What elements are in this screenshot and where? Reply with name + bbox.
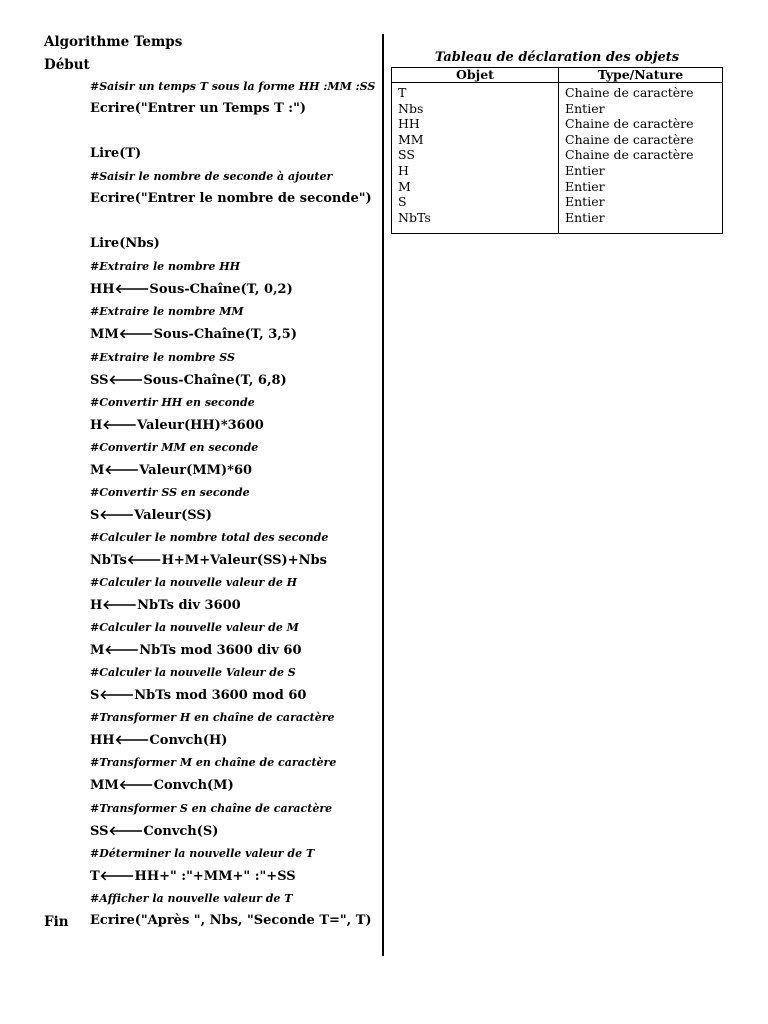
step-comment: #Afficher la nouvelle valeur de T (90, 891, 293, 905)
algorithm-step (90, 666, 382, 711)
step-comment: #Calculer la nouvelle valeur de H (90, 576, 298, 590)
step-instruction: Ecrire("Entrer le nombre de seconde") (90, 191, 372, 207)
algorithm-step (90, 396, 382, 441)
algorithm-step (90, 531, 382, 576)
step-instruction: M🡐Valeur(MM)*60 (90, 462, 253, 478)
algorithm-step (90, 576, 382, 621)
header-objet: Objet (392, 68, 559, 83)
algorithm-step (90, 802, 382, 847)
object-type-cell: Entier (559, 194, 723, 210)
step-comment: #Extraire le nombre HH (90, 260, 241, 274)
step-instruction: HH🡐Sous-Chaîne(T, 0,2) (90, 282, 293, 298)
step-comment: #Convertir HH en seconde (90, 395, 255, 409)
table-row (392, 194, 723, 210)
step-instruction: T🡐HH+" :"+MM+" :"+SS (90, 868, 296, 884)
step-instruction: HH🡐Convch(H) (90, 733, 228, 749)
algorithm-step (90, 756, 382, 801)
object-type-cell: Chaine de caractère (559, 132, 723, 148)
object-type-cell: Entier (559, 163, 723, 179)
object-name-cell: SS (392, 147, 559, 163)
object-name-cell: S (392, 194, 559, 210)
step-instruction: S🡐NbTs mod 3600 mod 60 (90, 688, 307, 704)
step-instruction: MM🡐Sous-Chaîne(T, 3,5) (90, 327, 297, 343)
step-comment: #Déterminer la nouvelle valeur de T (90, 846, 315, 860)
table-row (392, 101, 723, 117)
algorithm-step (90, 621, 382, 666)
algorithm-step (90, 80, 382, 125)
step-comment: #Extraire le nombre SS (90, 350, 235, 364)
object-type-cell: Entier (559, 210, 723, 226)
step-comment: #Transformer M en chaîne de caractère (90, 756, 337, 770)
object-name-cell: Nbs (392, 101, 559, 117)
algorithm-title: Algorithme Temps (44, 34, 183, 50)
table-row (392, 210, 723, 226)
step-instruction: NbTs🡐H+M+Valeur(SS)+Nbs (90, 552, 327, 568)
table-caption: Tableau de déclaration des objets (434, 50, 680, 65)
algorithm-step (90, 711, 382, 756)
objects-table (391, 67, 723, 234)
step-instruction: SS🡐Sous-Chaîne(T, 6,8) (90, 372, 287, 388)
step-instruction: S🡐Valeur(SS) (90, 507, 212, 523)
algorithm-step (90, 441, 382, 486)
table-row (392, 83, 723, 101)
step-comment: #Transformer S en chaîne de caractère (90, 801, 333, 815)
object-type-cell: Chaine de caractère (559, 83, 723, 101)
algorithm-step (90, 215, 382, 260)
end-keyword: Fin (44, 914, 69, 930)
step-comment: #Saisir le nombre de seconde à ajouter (90, 170, 333, 184)
step-comment: #Extraire le nombre MM (90, 305, 244, 319)
step-comment: #Calculer la nouvelle Valeur de S (90, 666, 296, 680)
algorithm-step (90, 892, 382, 937)
object-name-cell: NbTs (392, 210, 559, 226)
algorithm-step (90, 847, 382, 892)
step-instruction: Ecrire("Entrer un Temps T :") (90, 101, 307, 116)
algorithm-step (90, 351, 382, 396)
object-name-cell: M (392, 179, 559, 195)
step-instruction: MM🡐Convch(M) (90, 778, 234, 794)
step-instruction: Ecrire("Après ", Nbs, "Seconde T=", T) (90, 912, 372, 928)
algorithm-step (90, 170, 382, 215)
step-comment: #Convertir MM en seconde (90, 440, 259, 454)
table-row (392, 179, 723, 195)
header-type-nature: Type/Nature (559, 68, 723, 83)
step-comment: #Convertir SS en seconde (90, 485, 250, 499)
object-type-cell: Entier (559, 179, 723, 195)
table-bottom-row (392, 225, 723, 234)
step-instruction: Lire(Nbs) (90, 236, 160, 252)
algorithm-step (90, 305, 382, 350)
step-comment: #Saisir un temps T sous la forme HH :MM :SS (90, 80, 376, 93)
column-divider (382, 34, 384, 956)
step-instruction: H🡐NbTs div 3600 (90, 598, 241, 614)
begin-keyword: Début (44, 57, 90, 73)
object-name-cell: T (392, 83, 559, 101)
algorithm-step (90, 486, 382, 531)
algorithm-step (90, 125, 382, 170)
object-name-cell: HH (392, 116, 559, 132)
table-row (392, 132, 723, 148)
step-instruction: Lire(T) (90, 146, 142, 162)
step-comment: #Calculer le nombre total des seconde (90, 530, 329, 544)
step-comment: #Transformer H en chaîne de caractère (90, 711, 335, 725)
object-name-cell: MM (392, 132, 559, 148)
object-type-cell: Entier (559, 101, 723, 117)
object-name-cell: H (392, 163, 559, 179)
table-row (392, 163, 723, 179)
algorithm-steps (90, 80, 382, 937)
algorithm-step (90, 260, 382, 305)
table-row (392, 116, 723, 132)
step-instruction: M🡐NbTs mod 3600 div 60 (90, 643, 302, 659)
step-instruction: H🡐Valeur(HH)*3600 (90, 417, 264, 433)
step-instruction: SS🡐Convch(S) (90, 823, 219, 839)
object-type-cell: Chaine de caractère (559, 147, 723, 163)
object-type-cell: Chaine de caractère (559, 116, 723, 132)
table-row (392, 147, 723, 163)
step-comment: #Calculer la nouvelle valeur de M (90, 621, 299, 635)
